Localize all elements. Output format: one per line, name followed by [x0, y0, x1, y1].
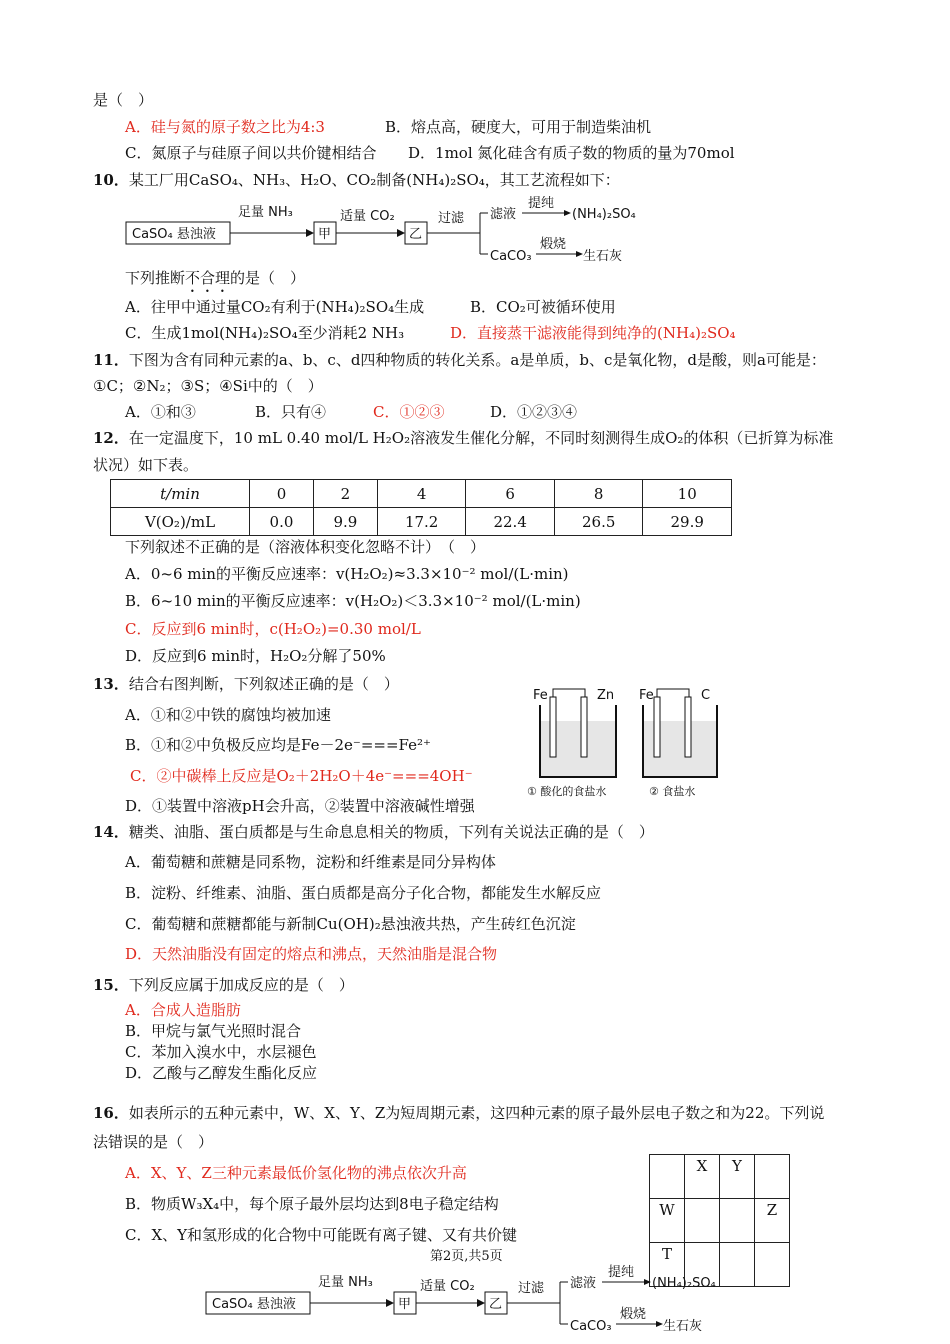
q10-prompt-post: 的是（ ）: [230, 269, 306, 287]
table-cell: T: [650, 1243, 685, 1287]
q12-option-c: C．反应到6 min时，c(H₂O₂)=0.30 mol/L: [125, 620, 421, 638]
table-cell: 8: [554, 480, 643, 508]
table-cell: 29.9: [643, 508, 732, 536]
table-header-volume: V(O₂)/mL: [111, 508, 250, 536]
table-cell: [720, 1199, 755, 1243]
q14-option-b: B．淀粉、纤维素、油脂、蛋白质都是高分子化合物，都能发生水解反应: [125, 884, 602, 902]
q12-data-table: [110, 479, 732, 536]
q11-number: 11．: [93, 351, 129, 369]
q11-option-a: A．①和③: [125, 403, 196, 421]
q11-option-d: D．①②③④: [490, 403, 578, 421]
q14-stem-text: 糖类、油脂、蛋白质都是与生命息息相关的物质，下列有关说法正确的是（ ）: [128, 823, 654, 841]
table-cell: X: [685, 1155, 720, 1199]
flow-start-repeat: CaSO₄ 悬浊液: [212, 1297, 296, 1312]
q16-stem-line1: [93, 1103, 824, 1123]
q10-stem: [93, 170, 620, 190]
cell1-label: ① 酸化的食盐水: [527, 785, 607, 798]
table-cell: 10: [643, 480, 732, 508]
q10-prompt-pre: 下列推断: [125, 269, 186, 287]
flow-branch1-op-repeat: 提纯: [608, 1265, 635, 1280]
flow-step2-repeat: 适量 CO₂: [420, 1279, 475, 1294]
q16-number: 16．: [93, 1104, 129, 1122]
cell1-left-electrode-label: Fe: [533, 688, 548, 703]
q14-stem: [93, 822, 654, 842]
q16-stem-line2: 法错误的是（ ）: [93, 1133, 214, 1151]
q12-stem-line1: [93, 428, 833, 448]
table-row: [111, 508, 732, 536]
table-row: [650, 1155, 790, 1199]
q15-option-b: B．甲烷与氯气光照时混合: [125, 1022, 302, 1040]
table-cell: 26.5: [554, 508, 643, 536]
page-footer: 第2页,共5页: [430, 1249, 503, 1264]
q15-option-c: C．苯加入溴水中，水层褪色: [125, 1043, 317, 1061]
electrochemistry-figure: [525, 683, 725, 801]
flow-box1-repeat: 甲: [398, 1297, 412, 1312]
q14-option-c: C．葡萄糖和蔗糖都能与新制Cu(OH)₂悬浊液共热，产生砖红色沉淀: [125, 915, 576, 933]
q12-stem-text: 在一定温度下，10 mL 0.40 mol/L H₂O₂溶液发生催化分解，不同时刻测得生成O₂的体积（已折算为标准: [128, 429, 834, 447]
q15-option-d: D．乙酸与乙醇发生酯化反应: [125, 1064, 318, 1082]
table-header-time: t/min: [111, 480, 250, 508]
flow-branch2-op-repeat: 煅烧: [620, 1307, 647, 1322]
flow-branch1-repeat: 滤液: [570, 1276, 597, 1291]
flow-step2: 适量 CO₂: [340, 209, 395, 224]
q14-option-a: A．葡萄糖和蔗糖是同系物，淀粉和纤维素是同分异构体: [125, 853, 496, 871]
cell2-left-electrode-label: Fe: [639, 688, 654, 703]
flow-branch1-op: 提纯: [528, 196, 555, 211]
q10-prompt-emphasis: 不合理: [185, 269, 231, 287]
q10-option-d: D．直接蒸干滤液能得到纯净的(NH₄)₂SO₄: [450, 324, 736, 342]
q11-stem-text: 下图为含有同种元素的a、b、c、d四种物质的转化关系。a是单质，b、c是氧化物，d是酸，则a可能是：: [128, 351, 826, 369]
table-cell: 2: [313, 480, 377, 508]
flow-box2: 乙: [409, 227, 423, 242]
flow-step3-repeat: 过滤: [518, 1281, 545, 1296]
table-cell: [755, 1243, 790, 1287]
table-row: [111, 480, 732, 508]
q12-number: 12．: [93, 429, 129, 447]
q13-option-b: B．①和②中负极反应均是Fe－2e⁻===Fe²⁺: [125, 736, 431, 754]
table-cell: 6: [466, 480, 555, 508]
q13-option-a: A．①和②中铁的腐蚀均被加速: [125, 706, 331, 724]
q15-stem: [93, 975, 354, 995]
table-cell: 17.2: [377, 508, 466, 536]
table-cell: Y: [720, 1155, 755, 1199]
q10-option-a: A．往甲中通过量CO₂有利于(NH₄)₂SO₄生成: [125, 298, 425, 316]
q10-option-b: B．CO₂可被循环使用: [470, 298, 616, 316]
cell2-label: ② 食盐水: [649, 785, 696, 798]
q13-option-c: C．②中碳棒上反应是O₂＋2H₂O＋4e⁻===4OH⁻: [130, 767, 473, 785]
q11-option-b: B．只有④: [255, 403, 327, 421]
flow-box1: 甲: [318, 227, 332, 242]
process-flow-diagram-bottom: [200, 1262, 740, 1336]
flow-branch2-op: 煅烧: [540, 237, 567, 252]
q16-option-a: A．X、Y、Z三种元素最低价氢化物的沸点依次升高: [125, 1164, 467, 1182]
flow-product1-repeat: (NH₄)₂SO₄: [652, 1276, 716, 1291]
table-row: [650, 1199, 790, 1243]
flow-start: CaSO₄ 悬浊液: [132, 227, 216, 242]
q15-number: 15．: [93, 976, 129, 994]
flow-product2-repeat: 生石灰: [663, 1319, 703, 1334]
q14-option-d: D．天然油脂没有固定的熔点和沸点，天然油脂是混合物: [125, 945, 498, 963]
q12-option-a: A．0~6 min的平衡反应速率：v(H₂O₂)≈3.3×10⁻² mol/(L·min): [125, 565, 569, 583]
flow-branch2-repeat: CaCO₃: [570, 1319, 612, 1334]
table-cell: [755, 1155, 790, 1199]
q16-option-c: C．X、Y和氢形成的化合物中可能既有离子键、又有共价键: [125, 1226, 518, 1244]
q13-number: 13．: [93, 675, 129, 693]
table-cell: [685, 1199, 720, 1243]
q12-prompt: 下列叙述不正确的是（溶液体积变化忽略不计） （ ）: [125, 538, 486, 556]
flow-step1-repeat: 足量 NH₃: [318, 1275, 373, 1290]
q16-stem-text: 如表所示的五种元素中，W、X、Y、Z为短周期元素，这四种元素的原子最外层电子数之和为22。下列说: [128, 1104, 825, 1122]
q15-stem-text: 下列反应属于加成反应的是（ ）: [128, 976, 354, 994]
flow-product1: (NH₄)₂SO₄: [572, 207, 636, 222]
table-cell: 0.0: [250, 508, 314, 536]
q13-stem: [93, 674, 399, 694]
cell2-right-electrode-label: C: [701, 688, 711, 703]
q16-option-b: B．物质W₃X₄中，每个原子最外层均达到8电子稳定结构: [125, 1195, 499, 1213]
flow-step3: 过滤: [438, 211, 465, 226]
q14-number: 14．: [93, 823, 129, 841]
table-cell: 22.4: [466, 508, 555, 536]
q10-stem-text: 某工厂用CaSO₄、NH₃、H₂O、CO₂制备(NH₄)₂SO₄，其工艺流程如下：: [128, 171, 620, 189]
q13-stem-text: 结合右图判断，下列叙述正确的是（ ）: [128, 675, 399, 693]
q9-option-d: D．1mol 氮化硅含有质子数的物质的量为70mol: [408, 144, 735, 162]
process-flow-diagram-top: [120, 196, 660, 268]
q11-stem-line2: ①C；②N₂；③S；④Si中的（ ）: [93, 377, 323, 395]
table-cell: 4: [377, 480, 466, 508]
q9-stem-tail: 是（ ）: [93, 91, 154, 109]
q10-option-c: C．生成1mol(NH₄)₂SO₄至少消耗2 NH₃: [125, 324, 405, 342]
q9-option-a: A．硅与氮的原子数之比为4:3: [125, 118, 325, 136]
q9-option-c: C．氮原子与硅原子间以共价键相结合: [125, 144, 377, 162]
table-cell: Z: [755, 1199, 790, 1243]
table-cell: 0: [250, 480, 314, 508]
q13-option-d: D．①装置中溶液pH会升高，②装置中溶液碱性增强: [125, 797, 475, 815]
q9-option-b: B．熔点高，硬度大，可用于制造柴油机: [385, 118, 652, 136]
table-cell: [650, 1155, 685, 1199]
q12-stem-line2: 状况）如下表。: [93, 456, 199, 474]
flow-branch1: 滤液: [490, 207, 517, 222]
q11-stem-line1: [93, 350, 826, 370]
flow-step1: 足量 NH₃: [238, 205, 293, 220]
q12-option-b: B．6~10 min的平衡反应速率：v(H₂O₂)＜3.3×10⁻² mol/(L·min): [125, 592, 581, 610]
q10-prompt: [125, 268, 305, 296]
q10-number: 10．: [93, 171, 129, 189]
q12-option-d: D．反应到6 min时，H₂O₂分解了50%: [125, 647, 386, 665]
table-cell: 9.9: [313, 508, 377, 536]
flow-product2: 生石灰: [583, 249, 623, 264]
q11-option-c: C．①②③: [373, 403, 445, 421]
cell1-right-electrode-label: Zn: [597, 688, 615, 703]
flow-branch2: CaCO₃: [490, 249, 532, 264]
flow-box2-repeat: 乙: [489, 1297, 503, 1312]
table-cell: W: [650, 1199, 685, 1243]
q15-option-a: A．合成人造脂肪: [125, 1001, 241, 1019]
